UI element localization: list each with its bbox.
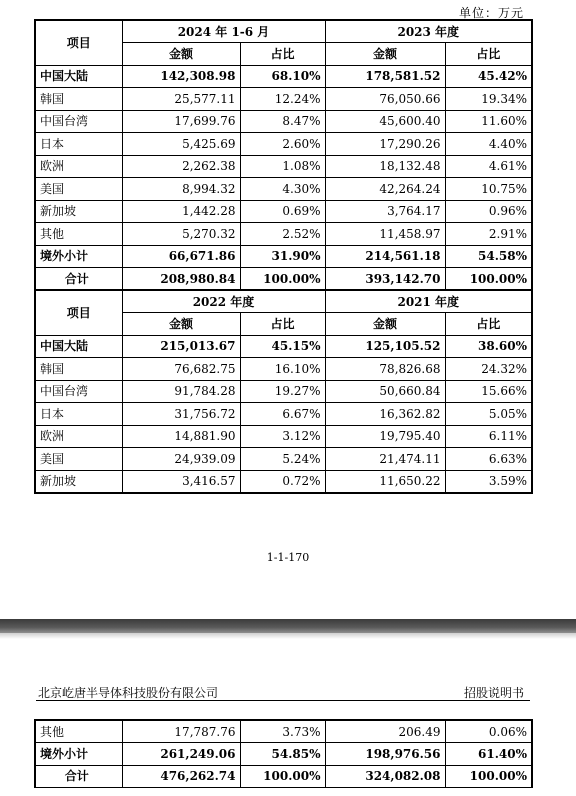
table-row [35,65,532,88]
share-cell: 2.60% [240,133,325,156]
table-row [35,110,532,133]
share-cell: 4.40% [445,133,532,156]
region-cell: 中国大陆 [35,65,122,88]
unit-label: 单位：万元 [458,6,524,20]
share-cell: 5.24% [240,448,325,471]
region-cell: 中国台湾 [35,110,122,133]
share-cell: 100.00% [240,765,325,788]
region-cell: 美国 [35,178,122,201]
amount-cell: 25,577.11 [122,88,240,111]
share-cell: 38.60% [445,335,532,358]
region-cell: 新加坡 [35,470,122,493]
share-header: 占比 [445,43,532,66]
share-cell: 19.34% [445,88,532,111]
amount-cell: 76,682.75 [122,358,240,381]
share-cell: 4.61% [445,155,532,178]
share-cell: 54.85% [240,743,325,766]
share-cell: 0.69% [240,200,325,223]
page-separator-shadow [0,633,576,639]
share-header: 占比 [240,313,325,336]
share-cell: 100.00% [240,268,325,291]
share-cell: 54.58% [445,245,532,268]
amount-cell: 214,561.18 [325,245,445,268]
header-rule [36,700,530,701]
region-cell: 境外小计 [35,245,122,268]
share-header: 占比 [445,313,532,336]
amount-cell: 11,650.22 [325,470,445,493]
amount-cell: 78,826.68 [325,358,445,381]
amount-cell: 17,787.76 [122,720,240,743]
region-cell: 境外小计 [35,743,122,766]
page-number: 1-1-170 [266,551,310,564]
region-revenue-table [34,19,533,494]
table-row [35,245,532,268]
table-row [35,743,532,766]
amount-cell: 17,290.26 [325,133,445,156]
share-cell: 45.42% [445,65,532,88]
share-cell: 2.91% [445,223,532,246]
amount-cell: 206.49 [325,720,445,743]
header-row [35,290,532,313]
amount-cell: 3,416.57 [122,470,240,493]
amount-cell: 45,600.40 [325,110,445,133]
share-cell: 3.73% [240,720,325,743]
amount-cell: 11,458.97 [325,223,445,246]
region-cell: 日本 [35,403,122,426]
share-cell: 11.60% [445,110,532,133]
share-cell: 1.08% [240,155,325,178]
document-type: 招股说明书 [463,686,524,700]
table-row [35,223,532,246]
amount-cell: 18,132.48 [325,155,445,178]
share-cell: 6.63% [445,448,532,471]
share-cell: 19.27% [240,380,325,403]
amount-cell: 76,050.66 [325,88,445,111]
table-row [35,200,532,223]
amount-cell: 17,699.76 [122,110,240,133]
region-cell: 新加坡 [35,200,122,223]
share-cell: 61.40% [445,743,532,766]
share-cell: 24.32% [445,358,532,381]
share-cell: 12.24% [240,88,325,111]
table-row [35,358,532,381]
header-row [35,20,532,43]
amount-cell: 19,795.40 [325,425,445,448]
share-cell: 15.66% [445,380,532,403]
region-cell: 中国大陆 [35,335,122,358]
period-header: 2023 年度 [325,20,532,43]
region-cell: 韩国 [35,88,122,111]
amount-cell: 50,660.84 [325,380,445,403]
share-cell: 5.05% [445,403,532,426]
region-cell: 日本 [35,133,122,156]
amount-header: 金额 [122,313,240,336]
table-row [35,470,532,493]
share-cell: 6.67% [240,403,325,426]
amount-cell: 208,980.84 [122,268,240,291]
share-cell: 3.59% [445,470,532,493]
amount-cell: 393,142.70 [325,268,445,291]
table-row [35,133,532,156]
region-cell: 中国台湾 [35,380,122,403]
region-cell: 合计 [35,765,122,788]
region-cell: 欧洲 [35,155,122,178]
table-row [35,88,532,111]
amount-cell: 14,881.90 [122,425,240,448]
amount-cell: 91,784.28 [122,380,240,403]
amount-cell: 324,082.08 [325,765,445,788]
table-row [35,403,532,426]
region-revenue-table-continued [34,719,533,788]
amount-cell: 3,764.17 [325,200,445,223]
share-cell: 4.30% [240,178,325,201]
period-header: 2024 年 1-6 月 [122,20,325,43]
item-header: 项目 [35,20,122,65]
table-row [35,155,532,178]
share-cell: 68.10% [240,65,325,88]
share-cell: 0.96% [445,200,532,223]
share-cell: 0.72% [240,470,325,493]
share-cell: 45.15% [240,335,325,358]
amount-cell: 24,939.09 [122,448,240,471]
region-cell: 其他 [35,223,122,246]
amount-cell: 16,362.82 [325,403,445,426]
period-header: 2021 年度 [325,290,532,313]
share-cell: 31.90% [240,245,325,268]
table-row [35,380,532,403]
region-cell: 欧洲 [35,425,122,448]
share-cell: 100.00% [445,268,532,291]
table-row [35,448,532,471]
share-cell: 8.47% [240,110,325,133]
share-cell: 3.12% [240,425,325,448]
amount-cell: 1,442.28 [122,200,240,223]
amount-header: 金额 [325,43,445,66]
amount-cell: 476,262.74 [122,765,240,788]
table-row [35,720,532,743]
amount-cell: 31,756.72 [122,403,240,426]
amount-cell: 5,425.69 [122,133,240,156]
table-row [35,178,532,201]
table-row [35,335,532,358]
amount-cell: 8,994.32 [122,178,240,201]
share-cell: 6.11% [445,425,532,448]
amount-header: 金额 [325,313,445,336]
amount-cell: 215,013.67 [122,335,240,358]
amount-cell: 178,581.52 [325,65,445,88]
amount-cell: 125,105.52 [325,335,445,358]
amount-cell: 261,249.06 [122,743,240,766]
amount-cell: 21,474.11 [325,448,445,471]
region-cell: 其他 [35,720,122,743]
share-cell: 0.06% [445,720,532,743]
region-cell: 美国 [35,448,122,471]
company-name: 北京屹唐半导体科技股份有限公司 [38,686,219,700]
item-header: 项目 [35,290,122,335]
table-row [35,268,532,291]
region-cell: 合计 [35,268,122,291]
share-cell: 10.75% [445,178,532,201]
amount-cell: 2,262.38 [122,155,240,178]
table-row [35,425,532,448]
amount-cell: 42,264.24 [325,178,445,201]
page-separator [0,619,576,633]
share-cell: 2.52% [240,223,325,246]
amount-cell: 142,308.98 [122,65,240,88]
region-cell: 韩国 [35,358,122,381]
amount-cell: 198,976.56 [325,743,445,766]
share-cell: 100.00% [445,765,532,788]
amount-cell: 5,270.32 [122,223,240,246]
share-cell: 16.10% [240,358,325,381]
amount-header: 金额 [122,43,240,66]
amount-cell: 66,671.86 [122,245,240,268]
share-header: 占比 [240,43,325,66]
period-header: 2022 年度 [122,290,325,313]
table-row [35,765,532,788]
